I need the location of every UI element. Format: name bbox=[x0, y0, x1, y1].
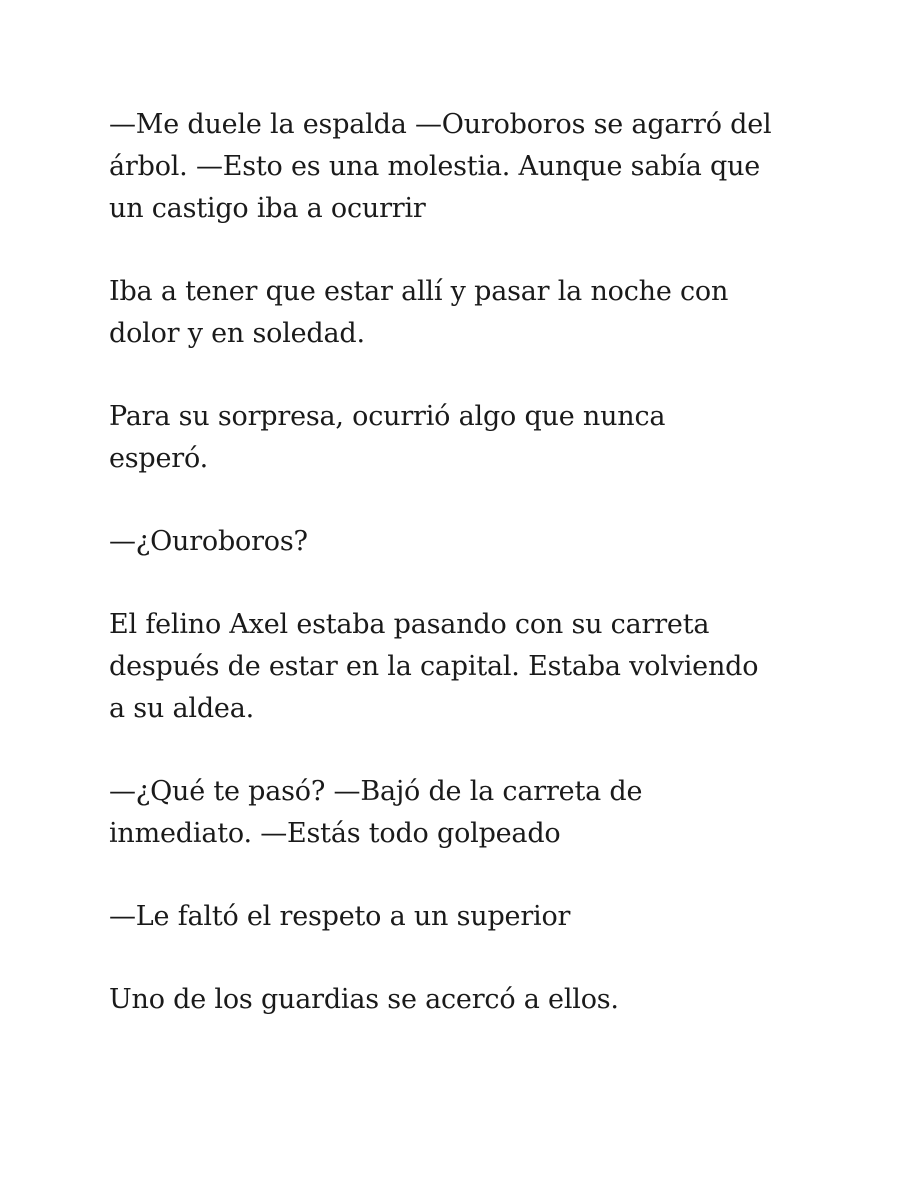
text-line: esperó. bbox=[109, 443, 208, 474]
paragraph bbox=[109, 979, 792, 1021]
text-line: —Me duele la espalda —Ouroboros se agarró del bbox=[109, 109, 772, 140]
text-line: inmediato. —Estás todo golpeado bbox=[109, 818, 561, 849]
paragraph bbox=[109, 104, 792, 230]
text-line: después de estar en la capital. Estaba volviendo bbox=[109, 651, 759, 682]
paragraph bbox=[109, 521, 792, 563]
text-line: dolor y en soledad. bbox=[109, 318, 365, 349]
text-line: —¿Qué te pasó? —Bajó de la carreta de bbox=[109, 776, 643, 807]
text-line: —Le faltó el respeto a un superior bbox=[109, 901, 571, 932]
text-line: árbol. —Esto es una molestia. Aunque sabía que bbox=[109, 151, 761, 182]
paragraph bbox=[109, 604, 792, 730]
text-line: Uno de los guardias se acercó a ellos. bbox=[109, 984, 619, 1015]
text-line: El felino Axel estaba pasando con su carreta bbox=[109, 609, 710, 640]
text-line: Iba a tener que estar allí y pasar la noche con bbox=[109, 276, 729, 307]
text-line: a su aldea. bbox=[109, 693, 254, 724]
text-line: —¿Ouroboros? bbox=[109, 526, 308, 557]
paragraph bbox=[109, 396, 792, 480]
paragraph bbox=[109, 896, 792, 938]
text-line: Para su sorpresa, ocurrió algo que nunca bbox=[109, 401, 666, 432]
text-line: un castigo iba a ocurrir bbox=[109, 193, 426, 224]
paragraph bbox=[109, 771, 792, 855]
paragraph bbox=[109, 271, 792, 355]
